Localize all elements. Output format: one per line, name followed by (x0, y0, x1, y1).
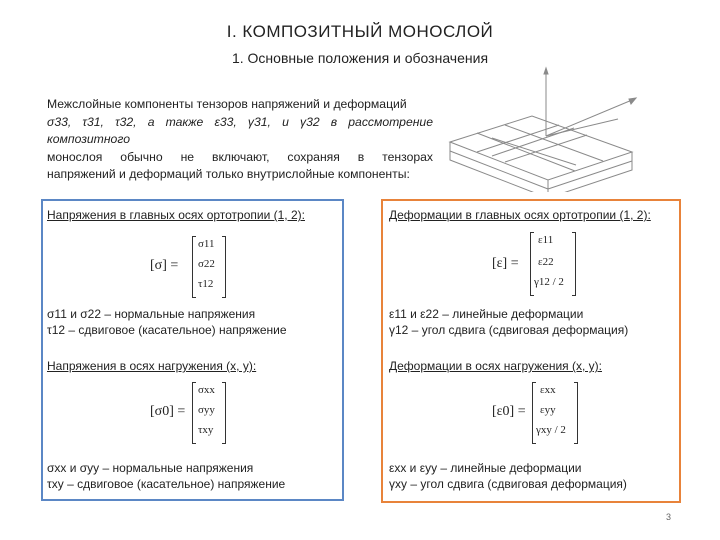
strain-loading-matrix (492, 382, 612, 444)
matrix-cell-3: τxy (198, 424, 214, 436)
stress-principal-description (47, 306, 287, 338)
plate-layer-line (450, 151, 548, 189)
desc-line-2: τxy – сдвиговое (касательное) напряжение (47, 477, 286, 491)
matrix-cell-3: τ12 (198, 278, 214, 290)
strain-principal-description (389, 306, 628, 338)
plate-side-edge (548, 152, 632, 192)
matrix-cell-1: σxx (198, 384, 215, 396)
intro-line-2: σ33, τ31, τ32, а также ε33, γ31, и γ32 в рассмотрение композитного (47, 114, 433, 146)
matrix-cell-3: γ12 / 2 (534, 276, 564, 288)
stress-loading-header: Напряжения в осях нагружения (x, y): (47, 359, 257, 373)
stress-loading-description (47, 460, 285, 492)
intro-line-3: монослоя обычно не включают, сохраняя в тензорах (47, 149, 433, 164)
strain-principal-header: Деформации в главных осях ортотропии (1, 2): (389, 208, 651, 222)
left-bracket (192, 382, 196, 444)
strain-principal-matrix (492, 232, 612, 294)
matrix-cell-1: ε11 (538, 234, 554, 246)
stress-principal-matrix (150, 236, 270, 298)
matrix-cell-2: σ22 (198, 258, 215, 270)
matrix-lhs: [ε0] = (492, 404, 526, 419)
composite-plate-illustration (436, 64, 646, 192)
matrix-lhs: [ε] = (492, 256, 519, 271)
desc-line-1: εxx и εyy – линейные деформации (389, 461, 582, 475)
matrix-cell-2: εyy (540, 404, 556, 416)
left-bracket (192, 236, 196, 298)
matrix-cell-1: εxx (540, 384, 556, 396)
matrix-cell-2: σyy (198, 404, 215, 416)
matrix-cell-1: σ11 (198, 238, 215, 250)
stress-loading-matrix (150, 382, 270, 444)
right-bracket (574, 382, 578, 444)
intro-line-4: напряжений и деформаций только внутрислойные компоненты: (47, 167, 410, 181)
plate-front-edge (450, 142, 548, 192)
right-bracket (222, 382, 226, 444)
desc-line-2: τ12 – сдвиговое (касательное) напряжение (47, 323, 287, 337)
x-axis-line (546, 100, 632, 136)
desc-line-2: γ12 – угол сдвига (сдвиговая деформация) (389, 323, 629, 337)
page-number: 3 (666, 512, 672, 522)
matrix-cell-2: ε22 (538, 256, 554, 268)
x-axis-arrow-icon (629, 98, 636, 104)
desc-line-1: σ11 и σ22 – нормальные напряжения (47, 307, 256, 321)
strain-loading-description (389, 460, 627, 492)
page-title: I. КОМПОЗИТНЫЙ МОНОСЛОЙ (226, 22, 494, 41)
matrix-cell-3: γxy / 2 (536, 424, 566, 436)
desc-line-1: ε11 и ε22 – линейные деформации (389, 307, 584, 321)
intro-line-1: Межслойные компоненты тензоров напряжений и деформаций (47, 97, 407, 111)
strain-loading-header: Деформации в осях нагружения (x, y): (389, 359, 602, 373)
z-axis-arrow-icon (544, 68, 548, 74)
grid-line-1 (477, 133, 575, 171)
matrix-lhs: [σ] = (150, 258, 179, 273)
matrix-lhs: [σ0] = (150, 404, 186, 419)
grid-line-2 (505, 125, 603, 161)
right-bracket (222, 236, 226, 298)
right-bracket (572, 232, 576, 296)
section-subtitle: 1. Основные положения и обозначения (231, 50, 489, 66)
desc-line-2: γxy – угол сдвига (сдвиговая деформация) (389, 477, 627, 491)
stress-principal-header: Напряжения в главных осях ортотропии (1, 2): (47, 208, 305, 222)
intro-paragraph (47, 96, 433, 184)
desc-line-1: σxx и σyy – нормальные напряжения (47, 461, 254, 475)
